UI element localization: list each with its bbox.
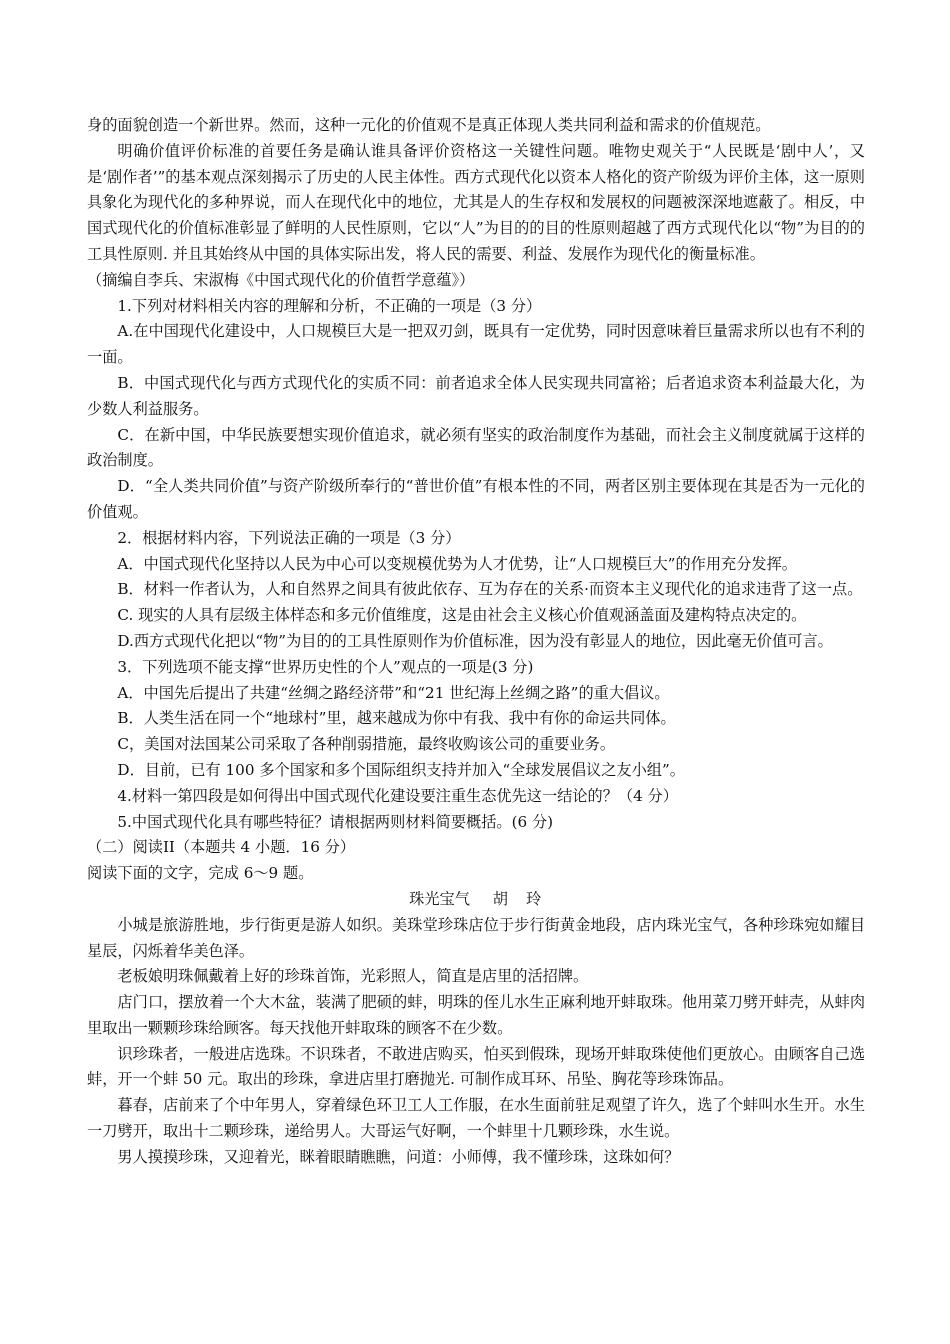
question-3-option-b: B．人类生活在同一个“地球村”里，越来越成为你中有我、我中有你的命运共同体。	[117, 709, 676, 728]
question-2: 2．根据材料内容，下列说法正确的一项是（3 分）	[117, 528, 461, 547]
source-citation: （摘编自李兵、宋淑梅《中国式现代化的价值哲学意蕴》）	[87, 270, 475, 289]
question-1: 1.下列对材料相关内容的理解和分析，不正确的一项是（3 分）	[117, 296, 542, 315]
story-title: 珠光宝气	[409, 889, 470, 908]
question-1-option-a: A.在中国现代化建设中，人口规模巨大是一把双刃剑，既具有一定优势，同时因意味着巨量需求所以也有不利的一面。	[87, 322, 865, 367]
story-paragraph: 店门口，摆放着一个大木盆，装满了肥硕的蚌，明珠的侄儿水生正麻利地开蚌取珠。他用菜刀劈开蚌壳，从蚌肉里取出一颗颗珍珠给顾客。每天找他开蚌取珠的顾客不在少数。	[87, 993, 865, 1037]
question-2-option-a: A．中国式现代化坚持以人民为中心可以变规模优势为人才优势，让“人口规模巨大”的作用充分发挥。	[117, 554, 797, 573]
question-2-option-b: B．材料一作者认为，人和自然界之间具有彼此依存、互为存在的关系·而资本主义现代化的追求违背了这一点。	[117, 580, 863, 599]
question-2-option-c: C. 现实的人具有层级主体样态和多元价值维度，这是由社会主义核心价值观涵盖面及建构特点决定的。	[117, 606, 807, 625]
story-paragraph: 暮春，店前来了个中年男人，穿着绿色环卫工人工作服，在水生面前驻足观望了许久，选了个蚌叫水生开。水生一刀劈开，取出十二颗珍珠，递给男人。大哥运气好啊，一个蚌里十几颗珍珠，水生说。	[87, 1096, 865, 1141]
document-page	[87, 113, 865, 1171]
story-paragraph: 老板娘明珠佩戴着上好的珍珠首饰，光彩照人，简直是店里的活招牌。	[117, 967, 589, 986]
story-paragraph: 男人摸摸珍珠，又迎着光，眯着眼睛瞧瞧，问道：小师傅，我不懂珍珠，这珠如何？	[117, 1147, 680, 1166]
story-heading	[87, 887, 865, 913]
question-3: 3．下列选项不能支撑“世界历史性的个人”观点的一项是(3 分)	[117, 657, 534, 676]
story-paragraph: 小城是旅游胜地，步行街更是游人如织。美珠堂珍珠店位于步行街黄金地段，店内珠光宝气，各种珍珠宛如耀目星辰，闪烁着华美色泽。	[87, 915, 865, 960]
question-3-option-c: C，美国对法国某公司采取了各种削弱措施，最终收购该公司的重要业务。	[117, 735, 616, 754]
section-heading: （二）阅读II（本题共 4 小题．16 分）	[87, 838, 356, 857]
paragraph-value-standard: 明确价值评价标准的首要任务是确认谁具备评价资格这一关键性问题。唯物史观关于“人民既是‘剧中人’，又是‘剧作者’”的基本观点深刻揭示了历史的人民主体性。西方式现代化以资本人格化的资产阶级为评价主体，这一原则具象化为现代化的多种界说，而人在现代化中的地位，尤其是人的生存权和发展权的问题被深深地遮蔽了。相反，中国式现代化的价值标准彰显了鲜明的人民性原则，它以“人”为目的的目的性原则超越了西方式现代化以“物”为目的的工具性原则. 并且其始终从中国的具体实际出发，将人民的需要、利益、发展作为现代化的衡量标准。	[87, 141, 865, 263]
story-author: 胡 玲	[492, 889, 543, 908]
question-1-option-d: D．“全人类共同价值”与资产阶级所奉行的“普世价值”有根本性的不同，两者区别主要体现在其是否为一元化的价值观。	[87, 477, 865, 521]
question-5: 5.中国式现代化具有哪些特征？请根据两则材料简要概括。(6 分)	[117, 812, 554, 831]
question-3-option-a: A．中国先后提出了共建“丝绸之路经济带”和“21 世纪海上丝绸之路”的重大倡议。	[117, 683, 670, 702]
question-2-option-d: D.西方式现代化把以“物”为目的的工具性原则作为价值标准，因为没有彰显人的地位，因此毫无价值可言。	[117, 631, 833, 650]
story-paragraph: 识珍珠者，一般进店选珠。不识珠者，不敢进店购买，怕买到假珠，现场开蚌取珠使他们更放心。由顾客自己选蚌，开一个蚌 50 元。取出的珍珠，拿进店里打磨抛光. 可制作成耳环、吊坠、胸花等珍珠饰品。	[87, 1044, 865, 1089]
paragraph-continuation: 身的面貌创造一个新世界。然而，这种一元化的价值观不是真正体现人类共同利益和需求的价值规范。	[87, 116, 771, 134]
question-1-option-c: C．在新中国，中华民族要想实现价值追求，就必须有坚实的政治制度作为基础，而社会主义制度就属于这样的政治制度。	[87, 425, 865, 470]
question-1-option-b: B．中国式现代化与西方式现代化的实质不同：前者追求全体人民实现共同富裕；后者追求资本利益最大化，为少数人利益服务。	[87, 373, 865, 418]
question-3-option-d: D．目前，已有 100 多个国家和多个国际组织支持并加入“全球发展倡议之友小组”。	[117, 760, 685, 779]
question-4: 4.材料一第四段是如何得出中国式现代化建设要注重生态优先这一结论的？（4 分）	[117, 786, 678, 805]
reading-instruction: 阅读下面的文字，完成 6～9 题。	[87, 864, 314, 883]
